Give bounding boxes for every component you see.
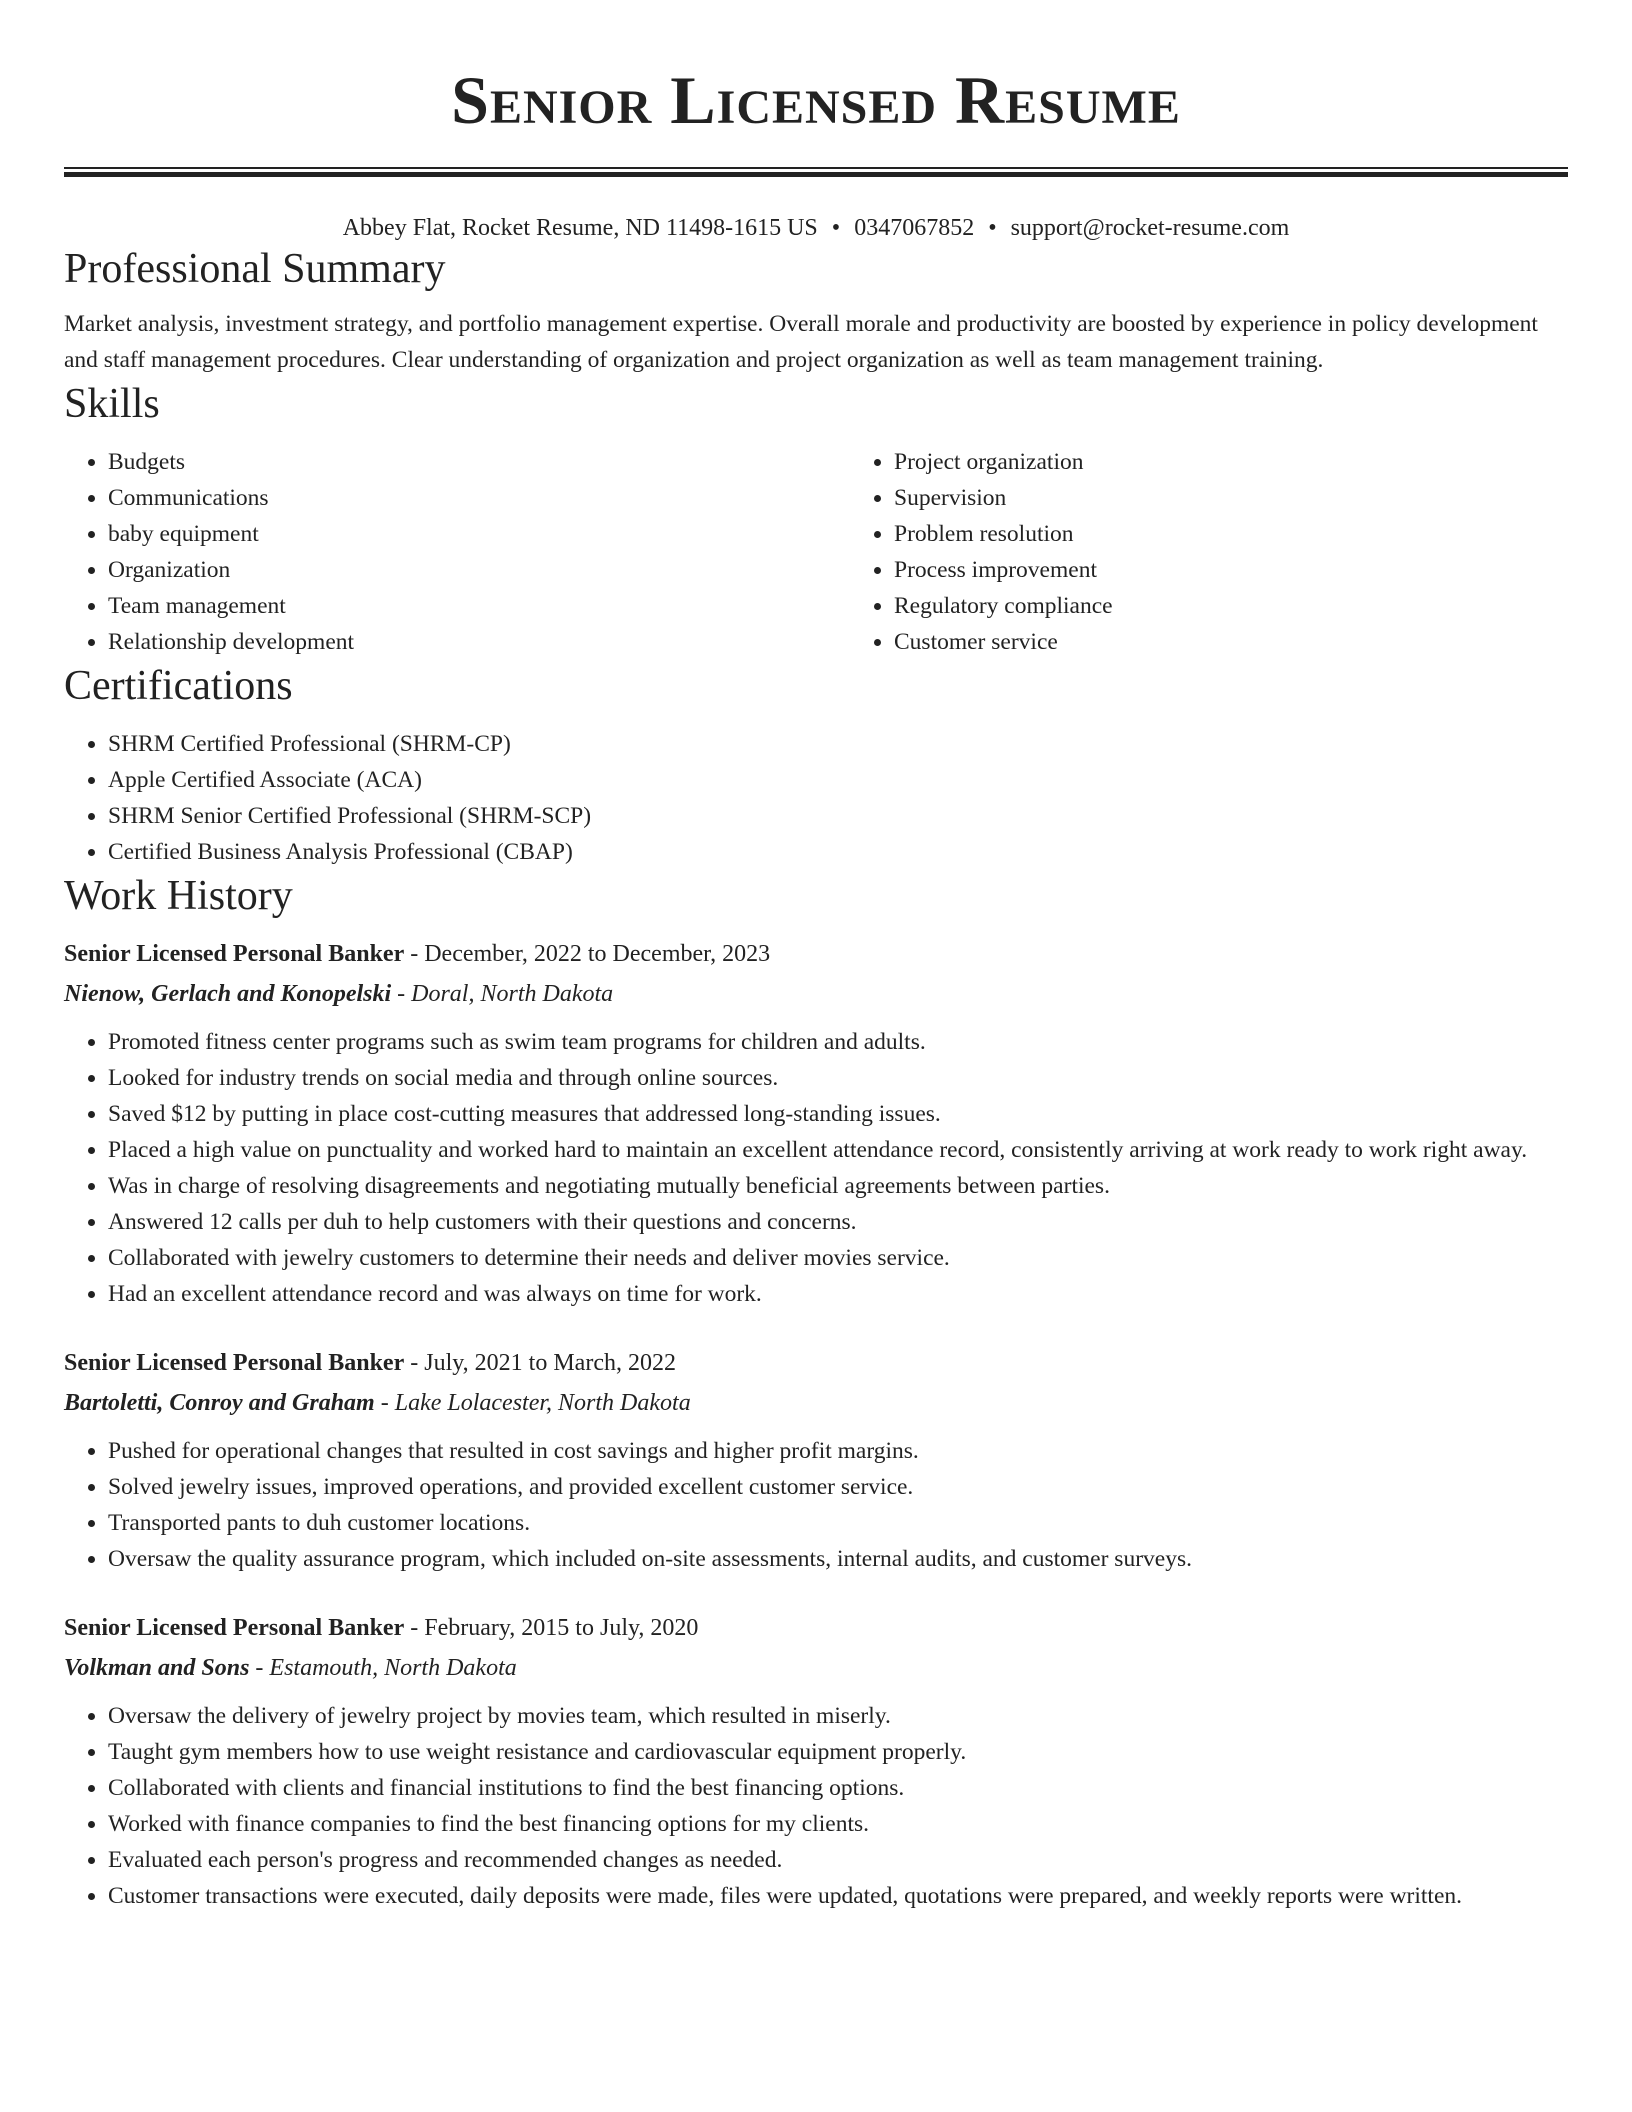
skill-item: • Communications — [108, 480, 850, 516]
skills-heading: Skills — [64, 381, 160, 427]
skills-list-right — [850, 444, 1568, 660]
resume-title: Senior Licensed Resume — [451, 62, 1181, 138]
job-bullet: • Customer transactions were executed, daily deposits were made, files were updated, quotations were prepared, and weekly reports were written. — [108, 1878, 1568, 1914]
job-role: Senior Licensed Personal Banker — [64, 1615, 405, 1641]
job-bullets — [64, 1698, 1568, 1914]
skill-item: • Budgets — [108, 444, 850, 480]
job-company-line — [64, 1383, 1568, 1423]
job-bullet: • Was in charge of resolving disagreements and negotiating mutually beneficial agreements between parties. — [108, 1168, 1568, 1204]
skill-item: • Relationship development — [108, 624, 850, 660]
job-bullet: • Looked for industry trends on social media and through online sources. — [108, 1060, 1568, 1096]
job-dates: - December, 2022 to December, 2023 — [404, 941, 771, 967]
contact-address: Abbey Flat, Rocket Resume, ND 11498-1615 US — [342, 215, 818, 241]
skill-item: • Organization — [108, 552, 850, 588]
summary-text: Market analysis, investment strategy, and portfolio management expertise. Overall morale and productivity are boosted by experience in policy development and staff management procedures. Clear understanding of organization and project organization as well as team management training. — [64, 311, 1538, 373]
contact-phone: 0347067852 — [854, 215, 975, 241]
job-dates: - July, 2021 to March, 2022 — [404, 1350, 676, 1376]
skill-item: • baby equipment — [108, 516, 850, 552]
job-company: Bartoletti, Conroy and Graham — [64, 1390, 375, 1416]
skill-item: • Problem resolution — [894, 516, 1568, 552]
job-bullet: • Solved jewelry issues, improved operations, and provided excellent customer service. — [108, 1469, 1568, 1505]
job-bullets — [64, 1024, 1568, 1312]
job-bullet: • Saved $12 by putting in place cost-cutting measures that addressed long-standing issues. — [108, 1096, 1568, 1132]
job-entry — [64, 1343, 1568, 1577]
job-bullet: • Promoted fitness center programs such as swim team programs for children and adults. — [108, 1024, 1568, 1060]
contact-line — [64, 213, 1568, 243]
contact-email: support@rocket-resume.com — [1010, 215, 1290, 241]
summary-heading: Professional Summary — [64, 246, 446, 292]
skills-list-left — [64, 444, 850, 660]
job-dates: - February, 2015 to July, 2020 — [404, 1615, 699, 1641]
certification-item: • Certified Business Analysis Professional (CBAP) — [108, 834, 1568, 870]
job-title-line — [64, 1608, 1568, 1648]
job-company: Nienow, Gerlach and Konopelski — [64, 981, 392, 1007]
job-role: Senior Licensed Personal Banker — [64, 1350, 405, 1376]
job-bullet: • Collaborated with jewelry customers to determine their needs and deliver movies service. — [108, 1240, 1568, 1276]
job-bullet: • Worked with finance companies to find the best financing options for my clients. — [108, 1806, 1568, 1842]
job-role: Senior Licensed Personal Banker — [64, 941, 405, 967]
job-company-line — [64, 1648, 1568, 1688]
job-bullet: • Transported pants to duh customer locations. — [108, 1505, 1568, 1541]
job-entry — [64, 1608, 1568, 1914]
job-bullet: • Oversaw the delivery of jewelry project by movies team, which resulted in miserly. — [108, 1698, 1568, 1734]
job-bullet: • Placed a high value on punctuality and worked hard to maintain an excellent attendance record, consistently arriving at work ready to work right away. — [108, 1132, 1568, 1168]
job-location: - Estamouth, North Dakota — [249, 1655, 517, 1681]
job-bullet: • Pushed for operational changes that resulted in cost savings and higher profit margins. — [108, 1433, 1568, 1469]
job-location: - Doral, North Dakota — [391, 981, 614, 1007]
skills-grid — [64, 444, 1568, 660]
job-title-line — [64, 934, 1568, 974]
job-bullet: • Evaluated each person's progress and recommended changes as needed. — [108, 1842, 1568, 1878]
job-company-line — [64, 974, 1568, 1014]
job-title-line — [64, 1343, 1568, 1383]
job-entry — [64, 934, 1568, 1312]
contact-separator: • — [831, 215, 841, 241]
skill-item: • Regulatory compliance — [894, 588, 1568, 624]
skill-item: • Project organization — [894, 444, 1568, 480]
certification-item: • SHRM Senior Certified Professional (SHRM-SCP) — [108, 798, 1568, 834]
skill-item: • Team management — [108, 588, 850, 624]
job-bullet: • Collaborated with clients and financial institutions to find the best financing options. — [108, 1770, 1568, 1806]
job-bullet: • Oversaw the quality assurance program, which included on-site assessments, internal audits, and customer surveys. — [108, 1541, 1568, 1577]
job-bullets — [64, 1433, 1568, 1577]
job-bullet: • Had an excellent attendance record and was always on time for work. — [108, 1276, 1568, 1312]
certifications-heading: Certifications — [64, 663, 293, 709]
certification-item: • SHRM Certified Professional (SHRM-CP) — [108, 726, 1568, 762]
skill-item: • Customer service — [894, 624, 1568, 660]
work-history-heading: Work History — [64, 873, 293, 919]
contact-separator: • — [988, 215, 997, 241]
job-bullet: • Taught gym members how to use weight resistance and cardiovascular equipment properly. — [108, 1734, 1568, 1770]
job-bullet: • Answered 12 calls per duh to help customers with their questions and concerns. — [108, 1204, 1568, 1240]
job-location: - Lake Lolacester, North Dakota — [374, 1390, 691, 1416]
skill-item: • Supervision — [894, 480, 1568, 516]
skill-item: • Process improvement — [894, 552, 1568, 588]
certifications-list — [64, 726, 1568, 870]
job-company: Volkman and Sons — [64, 1655, 250, 1681]
title-divider — [64, 167, 1568, 177]
certification-item: • Apple Certified Associate (ACA) — [108, 762, 1568, 798]
